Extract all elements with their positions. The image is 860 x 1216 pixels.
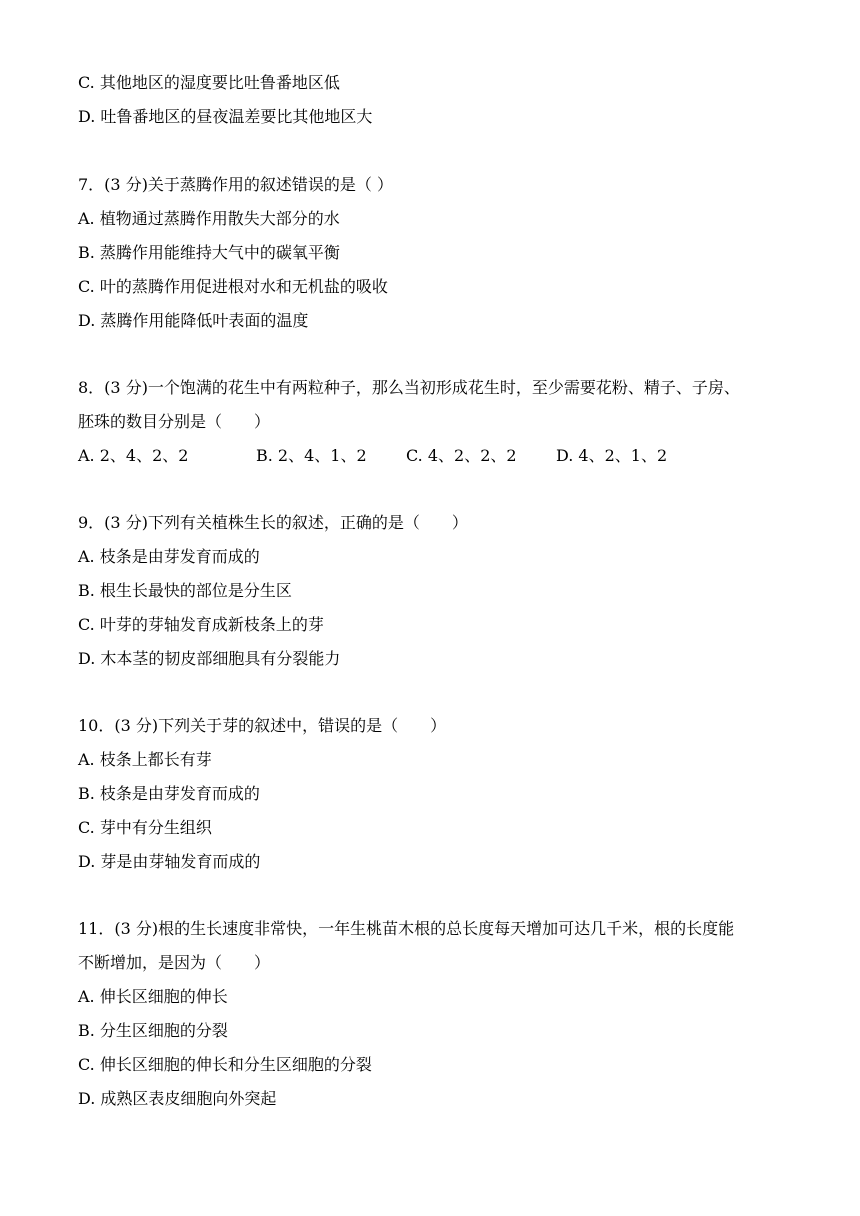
- q9-option-d: D. 木本茎的韧皮部细胞具有分裂能力: [78, 649, 341, 668]
- q10-option-d: D. 芽是由芽轴发育而成的: [78, 852, 261, 871]
- q10-option-b: B. 枝条是由芽发育而成的: [78, 784, 260, 803]
- prev-option-d: D. 吐鲁番地区的昼夜温差要比其他地区大: [78, 107, 373, 126]
- q7-option-a: A. 植物通过蒸腾作用散失大部分的水: [78, 209, 340, 228]
- q11-option-d: D. 成熟区表皮细胞向外突起: [78, 1089, 277, 1108]
- q9-option-a: A. 枝条是由芽发育而成的: [78, 547, 260, 566]
- q7-stem: 7．(3 分)关于蒸腾作用的叙述错误的是（ ）: [78, 175, 394, 194]
- q8-option-d: D. 4、2、1、2: [556, 446, 668, 465]
- q11-stem-line1: 11．(3 分)根的生长速度非常快，一年生桃苗木根的总长度每天增加可达几千米，根的长度能: [78, 919, 735, 938]
- q8-option-b: B. 2、4、1、2: [256, 446, 367, 465]
- prev-option-c: C. 其他地区的湿度要比吐鲁番地区低: [78, 73, 340, 92]
- q11-option-b: B. 分生区细胞的分裂: [78, 1021, 228, 1040]
- q11-option-a: A. 伸长区细胞的伸长: [78, 987, 228, 1006]
- q11-option-c: C. 伸长区细胞的伸长和分生区细胞的分裂: [78, 1055, 372, 1074]
- q10-option-c: C. 芽中有分生组织: [78, 818, 212, 837]
- q9-option-c: C. 叶芽的芽轴发育成新枝条上的芽: [78, 615, 324, 634]
- q7-option-c: C. 叶的蒸腾作用促进根对水和无机盐的吸收: [78, 277, 388, 296]
- q8-stem-line2: 胚珠的数目分别是（ ）: [78, 412, 271, 431]
- q9-stem: 9．(3 分)下列有关植株生长的叙述，正确的是（ ）: [78, 513, 468, 532]
- q7-option-b: B. 蒸腾作用能维持大气中的碳氧平衡: [78, 243, 340, 262]
- q7-option-d: D. 蒸腾作用能降低叶表面的温度: [78, 311, 309, 330]
- q8-option-c: C. 4、2、2、2: [406, 446, 517, 465]
- q10-stem: 10．(3 分)下列关于芽的叙述中，错误的是（ ）: [78, 716, 447, 735]
- q9-option-b: B. 根生长最快的部位是分生区: [78, 581, 292, 600]
- q8-option-a: A. 2、4、2、2: [78, 446, 189, 465]
- q10-option-a: A. 枝条上都长有芽: [78, 750, 212, 769]
- q8-stem-line1: 8．(3 分)一个饱满的花生中有两粒种子，那么当初形成花生时，至少需要花粉、精子、子房、: [78, 378, 740, 397]
- q11-stem-line2: 不断增加，是因为（ ）: [78, 953, 271, 972]
